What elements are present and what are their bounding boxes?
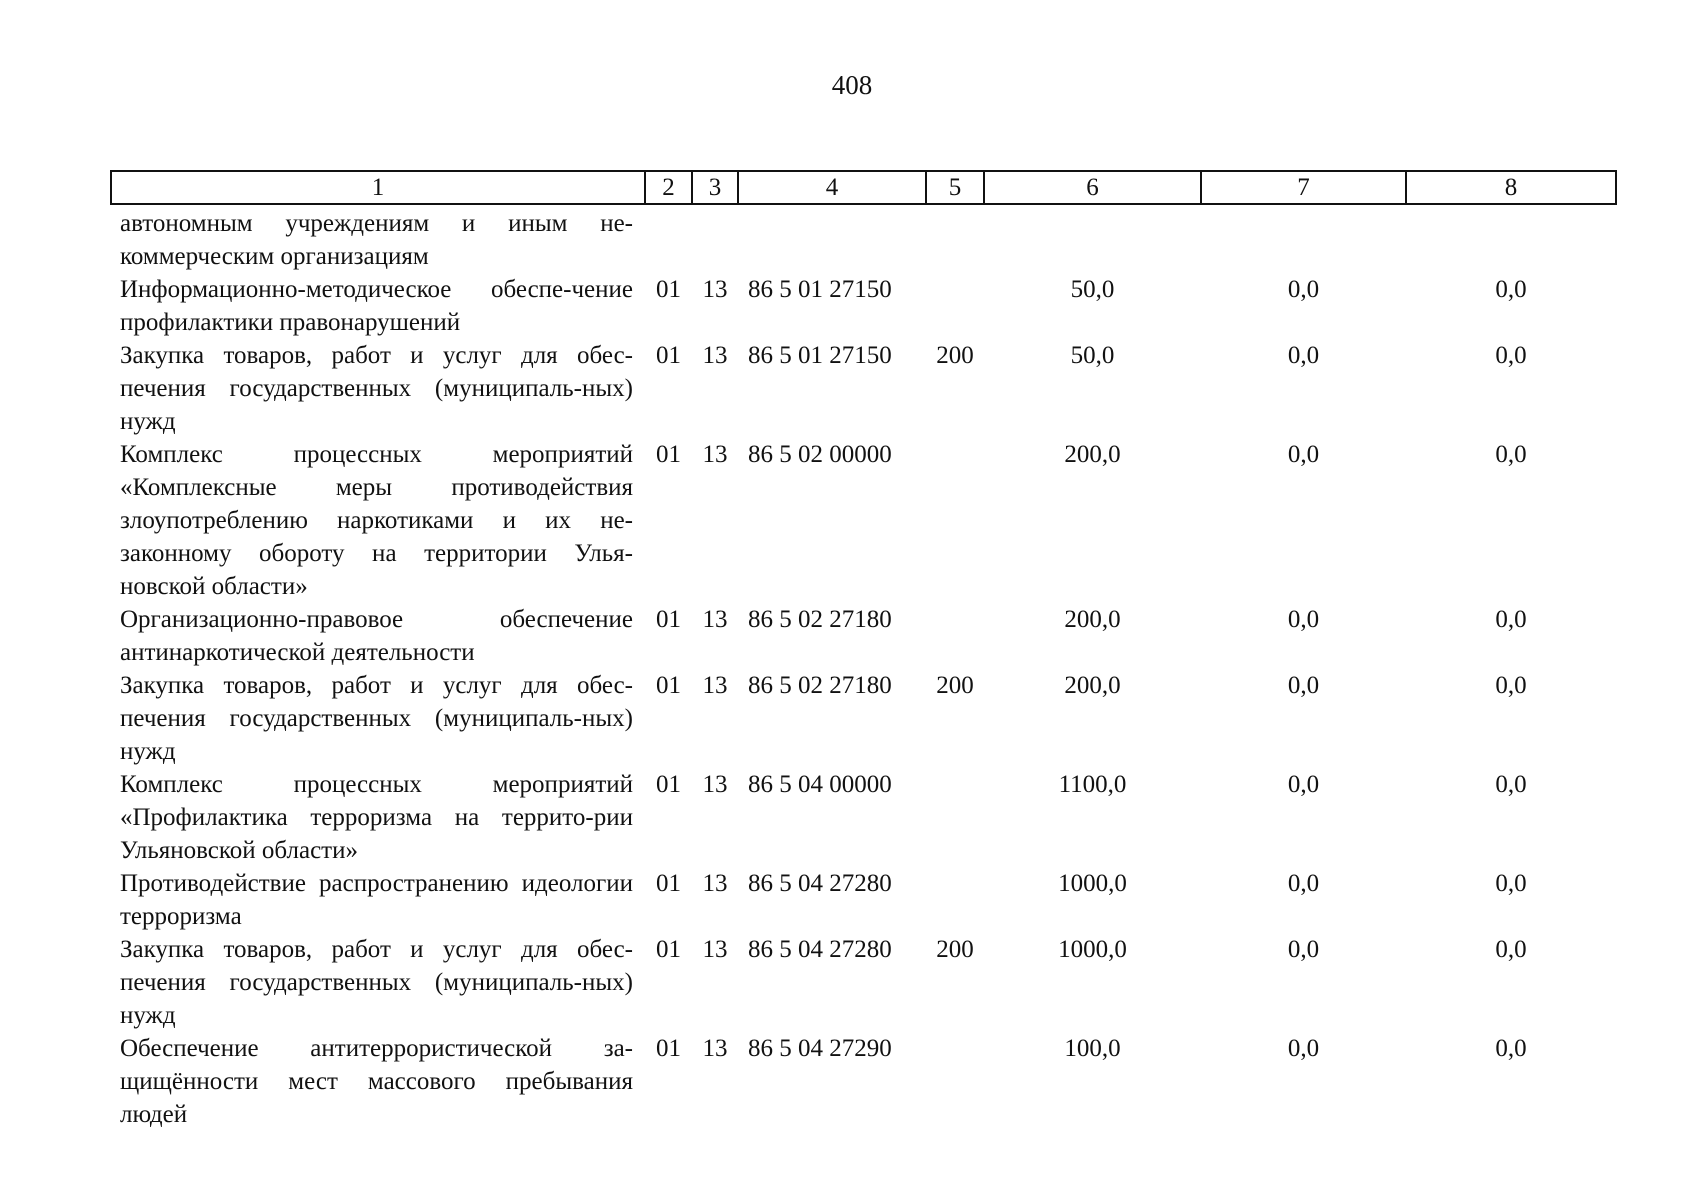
row-amount-1: 50,0 — [1070, 342, 1115, 369]
header-cell-8: 8 — [1406, 171, 1616, 204]
row-amount-1: 50,0 — [1070, 276, 1115, 303]
row-name: Комплекс процессных мероприятий «Профилактика терроризма на террито-рии Ульяновской области» — [120, 771, 633, 864]
header-cell-5: 5 — [926, 171, 984, 204]
header-cell-6: 6 — [984, 171, 1201, 204]
row-target-code: 86 5 04 00000 — [748, 771, 892, 798]
table-row — [111, 933, 1616, 1032]
row-section: 01 — [656, 936, 681, 963]
table-row — [111, 339, 1616, 438]
row-subsection: 13 — [702, 276, 728, 303]
table-row — [111, 204, 1616, 273]
row-amount-1 — [984, 204, 1201, 273]
header-cell-7: 7 — [1201, 171, 1406, 204]
row-section: 01 — [656, 342, 681, 369]
row-target-code: 86 5 02 00000 — [748, 441, 892, 468]
row-target-code: 86 5 02 27180 — [748, 672, 892, 699]
row-name: Комплекс процессных мероприятий «Комплексные меры противодействия злоупотреблению наркотиками и их не-законному обороту на территории Улья-новской области» — [120, 441, 633, 600]
table-row — [111, 768, 1616, 867]
row-name: Организационно-правовое обеспечение антинаркотической деятельности — [120, 606, 633, 666]
row-amount-3: 0,0 — [1495, 672, 1527, 699]
row-expense-type — [926, 603, 984, 669]
row-section: 01 — [656, 276, 681, 303]
row-amount-1: 100,0 — [1064, 1035, 1121, 1062]
row-name: Закупка товаров, работ и услуг для обес-печения государственных (муниципаль-ных) нужд — [120, 936, 633, 1029]
row-section: 01 — [656, 1035, 681, 1062]
header-cell-3: 3 — [692, 171, 738, 204]
row-section: 01 — [656, 672, 681, 699]
table-row — [111, 669, 1616, 768]
row-amount-2 — [1201, 204, 1406, 273]
row-amount-1: 200,0 — [1064, 672, 1121, 699]
table-row — [111, 438, 1616, 603]
row-amount-3: 0,0 — [1495, 771, 1527, 798]
row-subsection — [692, 204, 738, 273]
row-amount-2: 0,0 — [1287, 870, 1320, 897]
row-section — [645, 204, 692, 273]
row-amount-3: 0,0 — [1495, 276, 1527, 303]
row-amount-3: 0,0 — [1495, 606, 1527, 633]
row-section: 01 — [656, 606, 681, 633]
row-amount-1: 1000,0 — [1058, 936, 1127, 963]
row-expense-type — [926, 768, 984, 867]
row-expense-type — [926, 273, 984, 339]
row-target-code: 86 5 02 27180 — [748, 606, 892, 633]
header-row — [111, 171, 1616, 204]
row-amount-1: 1100,0 — [1058, 771, 1127, 798]
row-amount-3 — [1406, 204, 1616, 273]
row-expense-type — [926, 438, 984, 603]
row-amount-3: 0,0 — [1495, 1035, 1527, 1062]
row-name: Противодействие распространению идеологии терроризма — [120, 870, 633, 930]
row-expense-type: 200 — [936, 936, 974, 963]
page-number: 408 — [831, 70, 873, 100]
table-row — [111, 273, 1616, 339]
row-subsection: 13 — [702, 342, 728, 369]
row-subsection: 13 — [702, 870, 728, 897]
row-expense-type — [926, 867, 984, 933]
row-expense-type — [926, 1032, 984, 1131]
table-row — [111, 867, 1616, 933]
row-name: автономным учреждениям и иным не-коммерческим организациям — [120, 210, 633, 270]
table-row — [111, 1032, 1616, 1131]
row-amount-2: 0,0 — [1287, 276, 1320, 303]
row-amount-2: 0,0 — [1287, 441, 1320, 468]
row-target-code: 86 5 01 27150 — [748, 276, 892, 303]
row-amount-3: 0,0 — [1495, 870, 1527, 897]
row-target-code: 86 5 04 27280 — [748, 870, 892, 897]
row-amount-2: 0,0 — [1287, 1035, 1320, 1062]
row-section: 01 — [656, 771, 681, 798]
row-subsection: 13 — [702, 672, 728, 699]
row-name: Обеспечение антитеррористической за-щищённости мест массового пребывания людей — [120, 1035, 633, 1128]
row-amount-1: 200,0 — [1064, 441, 1121, 468]
row-subsection: 13 — [702, 1035, 728, 1062]
row-subsection: 13 — [702, 936, 728, 963]
row-expense-type: 200 — [936, 672, 974, 699]
row-subsection: 13 — [702, 606, 728, 633]
header-cell-4: 4 — [738, 171, 926, 204]
row-target-code: 86 5 01 27150 — [748, 342, 892, 369]
row-name: Закупка товаров, работ и услуг для обес-печения государственных (муниципаль-ных) нужд — [120, 672, 633, 765]
row-amount-2: 0,0 — [1287, 771, 1320, 798]
row-subsection: 13 — [702, 441, 728, 468]
header-cell-2: 2 — [645, 171, 692, 204]
row-amount-1: 1000,0 — [1058, 870, 1127, 897]
row-target-code: 86 5 04 27280 — [748, 936, 892, 963]
row-target-code: 86 5 04 27290 — [748, 1035, 892, 1062]
row-expense-type: 200 — [936, 342, 974, 369]
row-amount-2: 0,0 — [1287, 936, 1320, 963]
row-amount-2: 0,0 — [1287, 606, 1320, 633]
row-amount-1: 200,0 — [1064, 606, 1121, 633]
row-amount-3: 0,0 — [1495, 342, 1527, 369]
budget-table — [110, 170, 1617, 1131]
row-name: Информационно-методическое обеспе-чение профилактики правонарушений — [120, 276, 633, 336]
row-expense-type — [926, 204, 984, 273]
row-amount-2: 0,0 — [1287, 342, 1320, 369]
row-name: Закупка товаров, работ и услуг для обес-печения государственных (муниципаль-ных) нужд — [120, 342, 633, 435]
row-section: 01 — [656, 441, 681, 468]
row-amount-3: 0,0 — [1495, 441, 1527, 468]
table-row — [111, 603, 1616, 669]
row-subsection: 13 — [702, 771, 728, 798]
header-cell-1: 1 — [111, 171, 645, 204]
row-target-code — [738, 204, 926, 273]
row-amount-2: 0,0 — [1287, 672, 1320, 699]
row-amount-3: 0,0 — [1495, 936, 1527, 963]
row-section: 01 — [656, 870, 681, 897]
